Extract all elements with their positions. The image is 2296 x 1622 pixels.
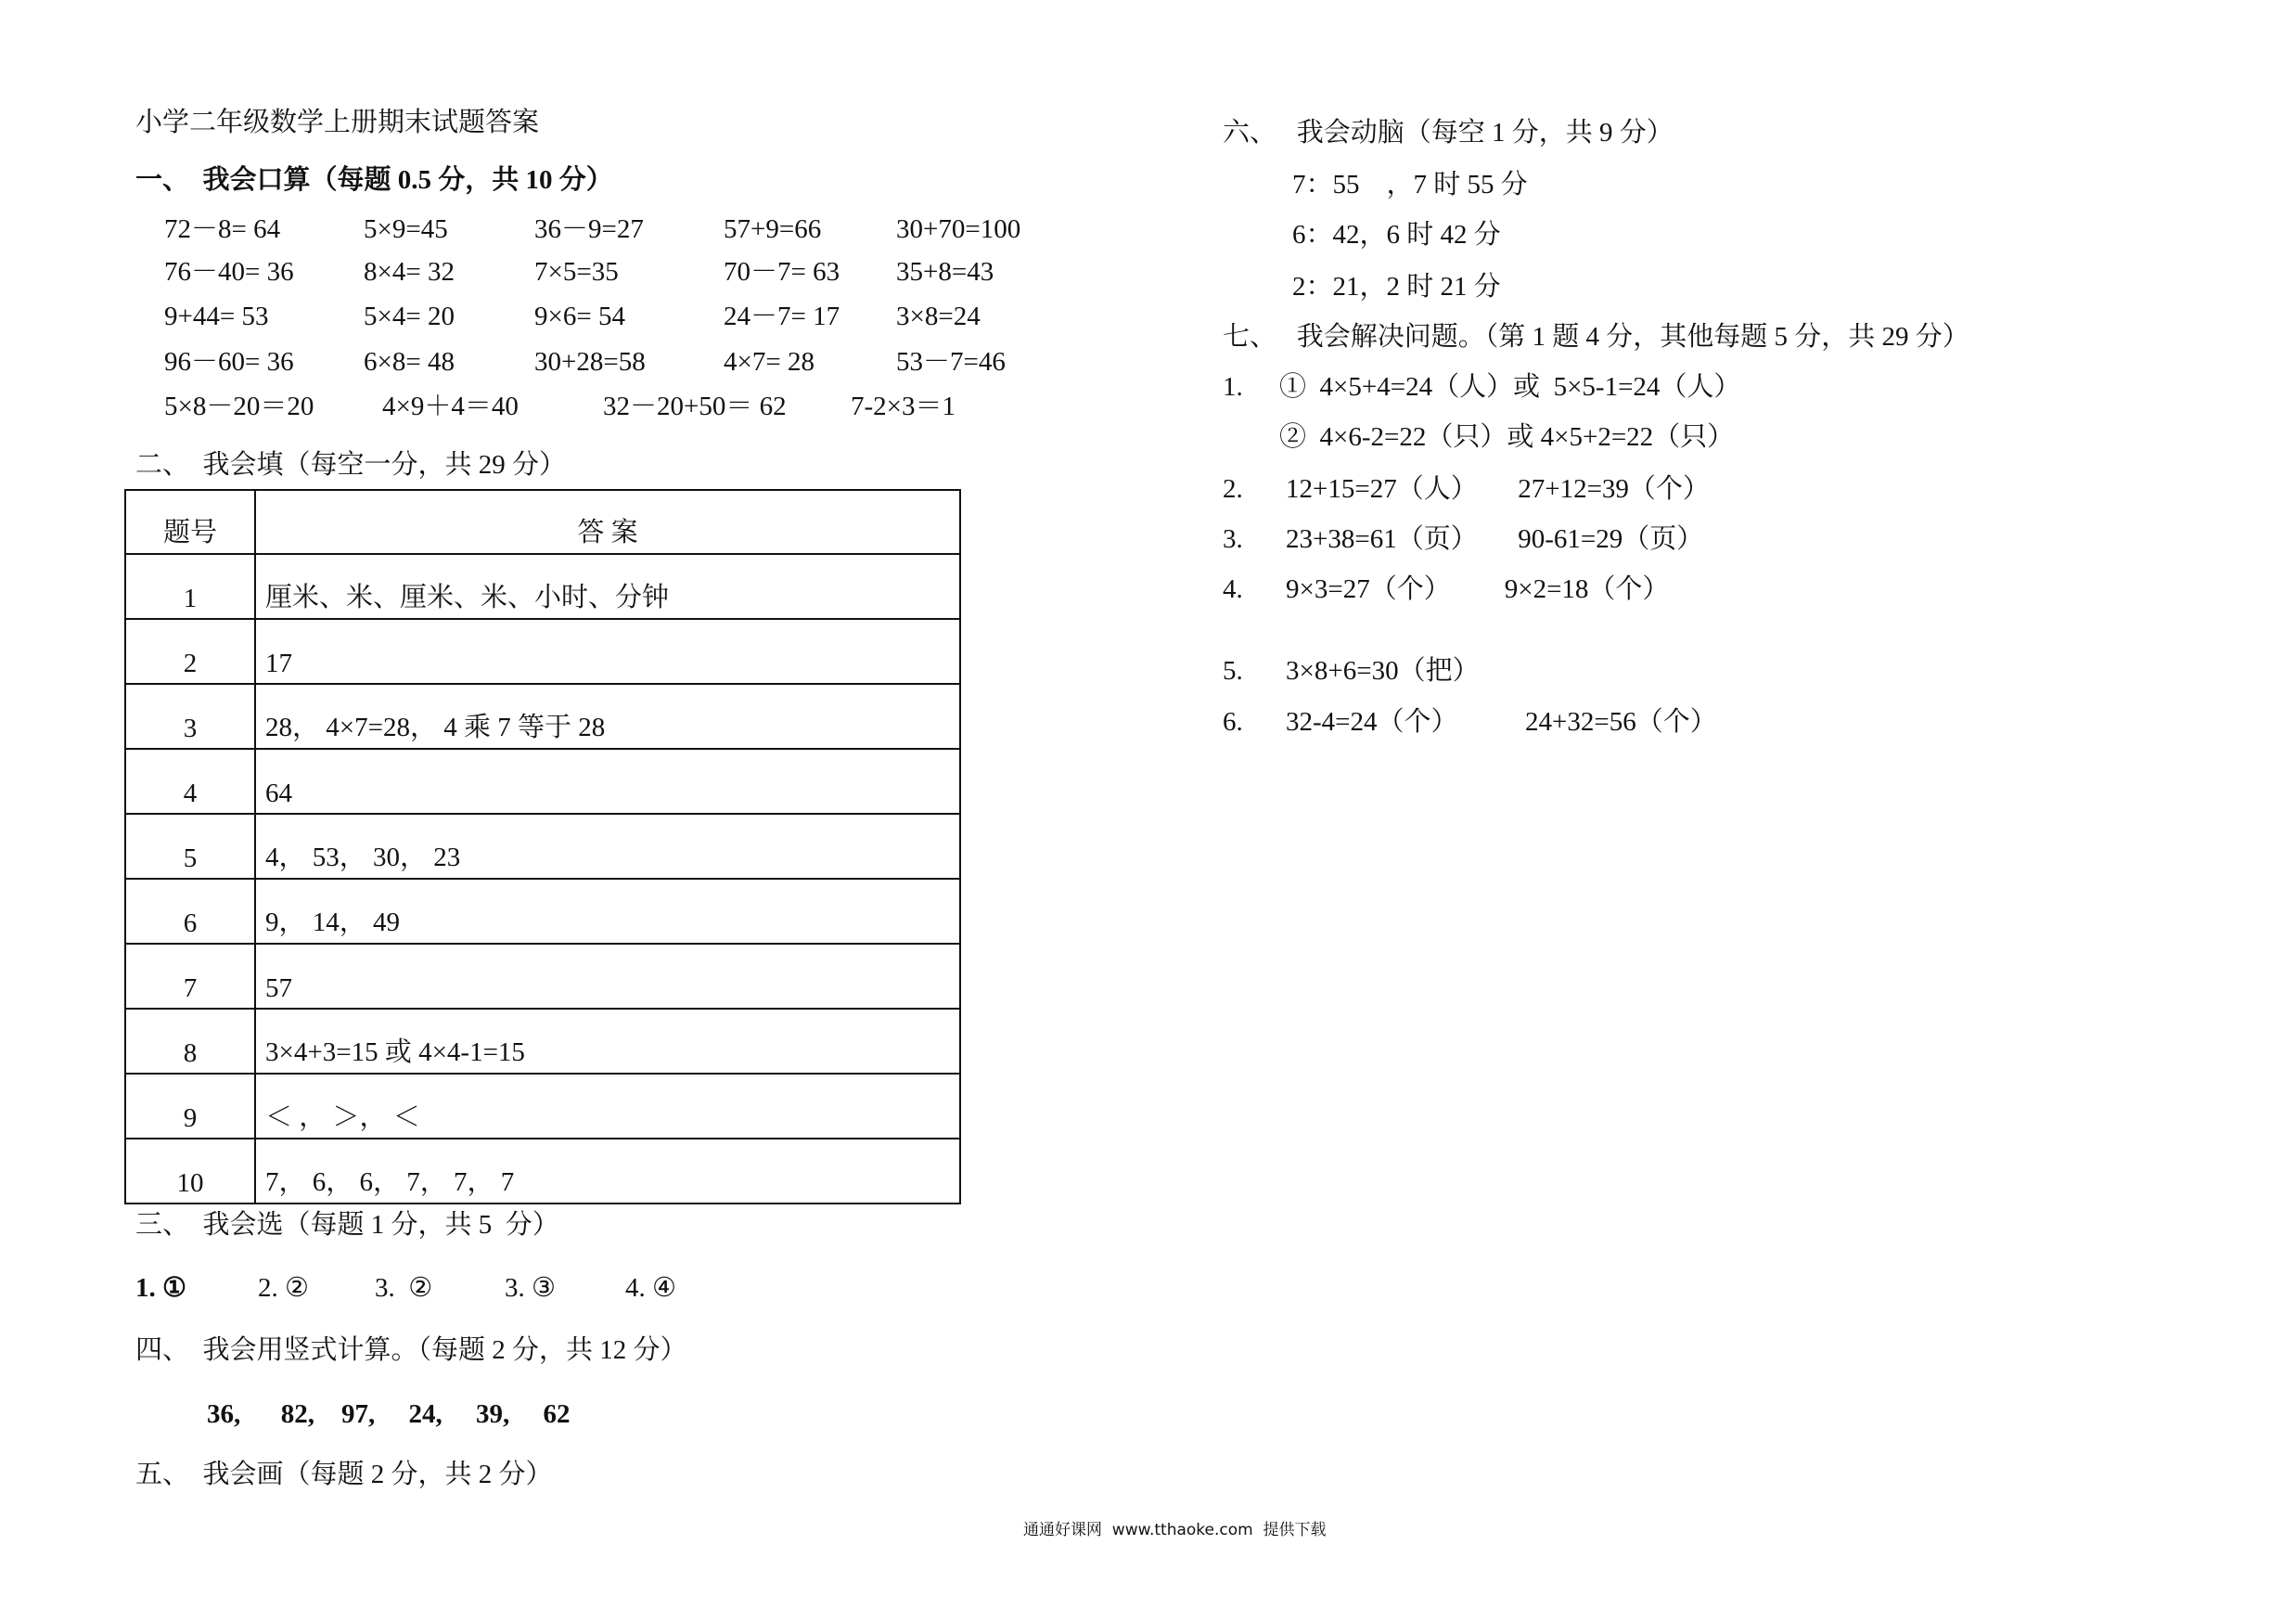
choice-answer: 2. ②	[258, 1273, 309, 1303]
calc-item: 5×9=45	[364, 214, 448, 244]
item-number: 4.	[1223, 574, 1243, 604]
section-2-heading: 二、 我会填（每空一分，共 29 分）	[135, 450, 567, 480]
item-answer: ① 4×5+4=24（人）或 5×5-1=24（人）	[1279, 372, 1741, 402]
row-number: 6	[125, 879, 255, 944]
answer-table	[124, 489, 961, 1204]
calc-item: 9+44= 53	[164, 302, 269, 331]
item-answer: 12+15=27（人） 27+12=39（个）	[1286, 474, 1710, 504]
row-number: 8	[125, 1009, 255, 1074]
calc-item: 35+8=43	[896, 257, 994, 287]
calc-item: 7-2×3＝1	[851, 392, 956, 421]
section-3-heading: 三、 我会选（每题 1 分，共 5 分）	[135, 1210, 559, 1240]
calc-item: 3×8=24	[896, 302, 981, 331]
item-number: 3.	[1223, 524, 1243, 554]
col-header-answer: 答 案	[255, 490, 960, 554]
item-number: 1.	[1223, 372, 1243, 402]
col-header-number: 题号	[125, 490, 255, 554]
section-6-line: 2：21，2 时 21 分	[1292, 272, 1501, 302]
section-1-heading: 一、 我会口算（每题 0.5 分，共 10 分）	[135, 165, 613, 195]
section-5-heading: 五、 我会画（每题 2 分，共 2 分）	[135, 1460, 553, 1489]
section-4-heading: 四、 我会用竖式计算。（每题 2 分，共 12 分）	[135, 1335, 687, 1365]
row-answer: 28， 4×7=28， 4 乘 7 等于 28	[255, 684, 960, 749]
calc-item: 6×8= 48	[364, 347, 455, 377]
calc-item: 4×9＋4＝40	[382, 392, 519, 421]
calc-item: 32－20+50＝ 62	[603, 392, 787, 421]
row-number: 3	[125, 684, 255, 749]
calc-item: 70－7= 63	[724, 257, 840, 287]
calc-item: 36－9=27	[534, 214, 644, 244]
calc-item: 5×4= 20	[364, 302, 455, 331]
table-row	[125, 879, 960, 944]
calc-item: 7×5=35	[534, 257, 619, 287]
section-4-answers: 36, 82, 97, 24, 39, 62	[207, 1399, 571, 1429]
table-row	[125, 1009, 960, 1074]
table-row	[125, 554, 960, 619]
calc-item: 76－40= 36	[164, 257, 294, 287]
table-header	[125, 490, 960, 554]
calc-item: 4×7= 28	[724, 347, 815, 377]
item-answer: 3×8+6=30（把）	[1286, 656, 1480, 686]
choice-answer: 3. ②	[375, 1273, 433, 1303]
row-number: 5	[125, 814, 255, 879]
item-answer: ② 4×6-2=22（只）或 4×5+2=22（只）	[1279, 422, 1735, 452]
choice-answer: 1. ①	[135, 1273, 186, 1303]
row-number: 9	[125, 1074, 255, 1139]
row-number: 7	[125, 944, 255, 1009]
section-6-heading: 六、 我会动脑（每空 1 分，共 9 分）	[1223, 118, 1674, 148]
row-answer: 64	[255, 749, 960, 814]
item-number: 6.	[1223, 707, 1243, 737]
page-title: 小学二年级数学上册期末试题答案	[135, 108, 540, 137]
choice-answer: 3. ③	[505, 1273, 556, 1303]
table-row	[125, 1139, 960, 1204]
section-7-heading: 七、 我会解决问题。（第 1 题 4 分，其他每题 5 分，共 29 分）	[1223, 322, 1969, 352]
table-row	[125, 749, 960, 814]
row-answer: 9， 14， 49	[255, 879, 960, 944]
calc-item: 8×4= 32	[364, 257, 455, 287]
row-answer: 57	[255, 944, 960, 1009]
row-answer: ＜ ， ＞， ＜	[255, 1074, 960, 1139]
table-row	[125, 619, 960, 684]
calc-item: 96－60= 36	[164, 347, 294, 377]
item-answer: 9×3=27（个） 9×2=18（个）	[1286, 574, 1670, 604]
calc-item: 72－8= 64	[164, 214, 281, 244]
row-number: 4	[125, 749, 255, 814]
calc-item: 53－7=46	[896, 347, 1006, 377]
item-answer: 23+38=61（页） 90-61=29（页）	[1286, 524, 1704, 554]
item-number: 5.	[1223, 656, 1243, 686]
row-answer: 厘米、米、厘米、米、小时、分钟	[255, 554, 960, 619]
section-6-line: 7：55 ，7 时 55 分	[1292, 170, 1528, 200]
table-row	[125, 684, 960, 749]
row-answer: 7， 6， 6， 7， 7， 7	[255, 1139, 960, 1204]
section-6-line: 6：42，6 时 42 分	[1292, 220, 1501, 250]
table-row	[125, 814, 960, 879]
calc-item: 5×8－20＝20	[164, 392, 314, 421]
footer-credit: 通通好课网 www.tthaoke.com 提供下载	[1023, 1521, 1327, 1539]
row-answer: 3×4+3=15 或 4×4-1=15	[255, 1009, 960, 1074]
calc-item: 24－7= 17	[724, 302, 840, 331]
calc-item: 9×6= 54	[534, 302, 625, 331]
item-number: 2.	[1223, 474, 1243, 504]
calc-item: 30+70=100	[896, 214, 1021, 244]
calc-item: 30+28=58	[534, 347, 646, 377]
calc-item: 57+9=66	[724, 214, 822, 244]
table-row	[125, 1074, 960, 1139]
choice-answer: 4. ④	[625, 1273, 676, 1303]
row-number: 2	[125, 619, 255, 684]
row-number: 10	[125, 1139, 255, 1204]
row-answer: 4， 53， 30， 23	[255, 814, 960, 879]
row-number: 1	[125, 554, 255, 619]
table-row	[125, 944, 960, 1009]
item-answer: 32-4=24（个） 24+32=56（个）	[1286, 707, 1717, 737]
row-answer: 17	[255, 619, 960, 684]
